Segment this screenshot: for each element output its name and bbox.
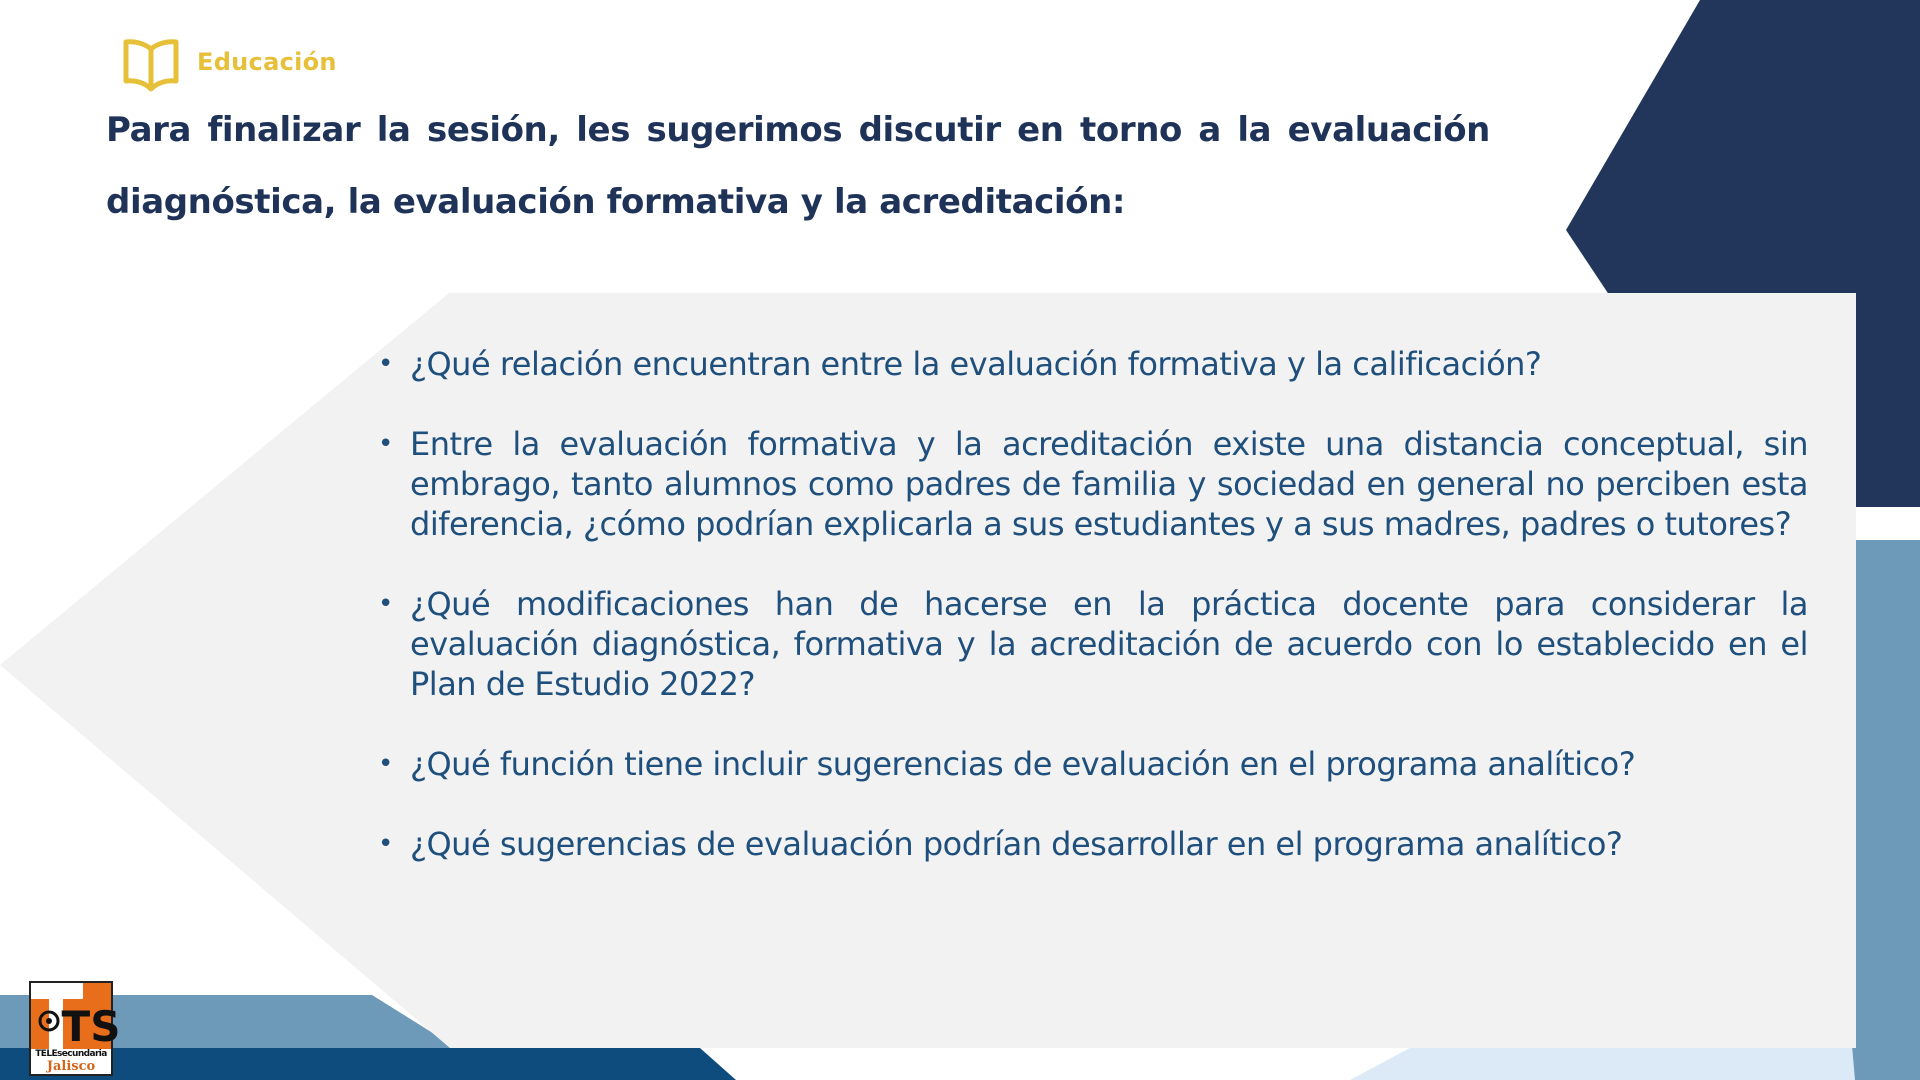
question-item bbox=[374, 344, 1808, 384]
bullet-icon: • bbox=[378, 589, 393, 619]
bullet-icon: • bbox=[378, 829, 393, 859]
bullet-icon: • bbox=[378, 429, 393, 459]
question-text: ¿Qué relación encuentran entre la evaluación formativa y la calificación? bbox=[410, 345, 1542, 383]
telesecundaria-logo bbox=[29, 981, 121, 1076]
question-text: ¿Qué modificaciones han de hacerse en la práctica docente para considerar la evaluación diagnóstica, formativa y la acreditación de acuerdo con lo establecido en el Plan de Estudio 2022? bbox=[410, 585, 1808, 703]
ts-logo-letters: TS bbox=[61, 1002, 121, 1051]
question-list bbox=[374, 344, 1808, 904]
ts-logo-mark bbox=[31, 983, 121, 1051]
brand-label: Educación bbox=[197, 48, 337, 76]
question-item bbox=[374, 584, 1808, 704]
question-text: ¿Qué sugerencias de evaluación podrían desarrollar en el programa analítico? bbox=[410, 825, 1623, 863]
question-item bbox=[374, 424, 1808, 544]
question-item bbox=[374, 744, 1808, 784]
question-text: Entre la evaluación formativa y la acreditación existe una distancia conceptual, sin embrago, tanto alumnos como padres de familia y sociedad en general no perciben esta diferencia, ¿cómo podrían explicarla a sus estudiantes y a sus madres, padres o tutores? bbox=[410, 425, 1808, 543]
intro-text: Para finalizar la sesión, les sugerimos discutir en torno a la evaluación diagnóstica, la evaluación formativa y la acreditación: bbox=[106, 110, 1490, 222]
bullet-icon: • bbox=[378, 749, 393, 779]
brand-header bbox=[122, 34, 337, 94]
question-text: ¿Qué función tiene incluir sugerencias de evaluación en el programa analítico? bbox=[410, 745, 1636, 783]
bullet-icon: • bbox=[378, 349, 393, 379]
logo-line-1: TELEsecundaria bbox=[35, 1049, 107, 1059]
question-item bbox=[374, 824, 1808, 864]
open-book-icon bbox=[122, 35, 180, 93]
logo-line-2: Jalisco bbox=[46, 1059, 96, 1074]
